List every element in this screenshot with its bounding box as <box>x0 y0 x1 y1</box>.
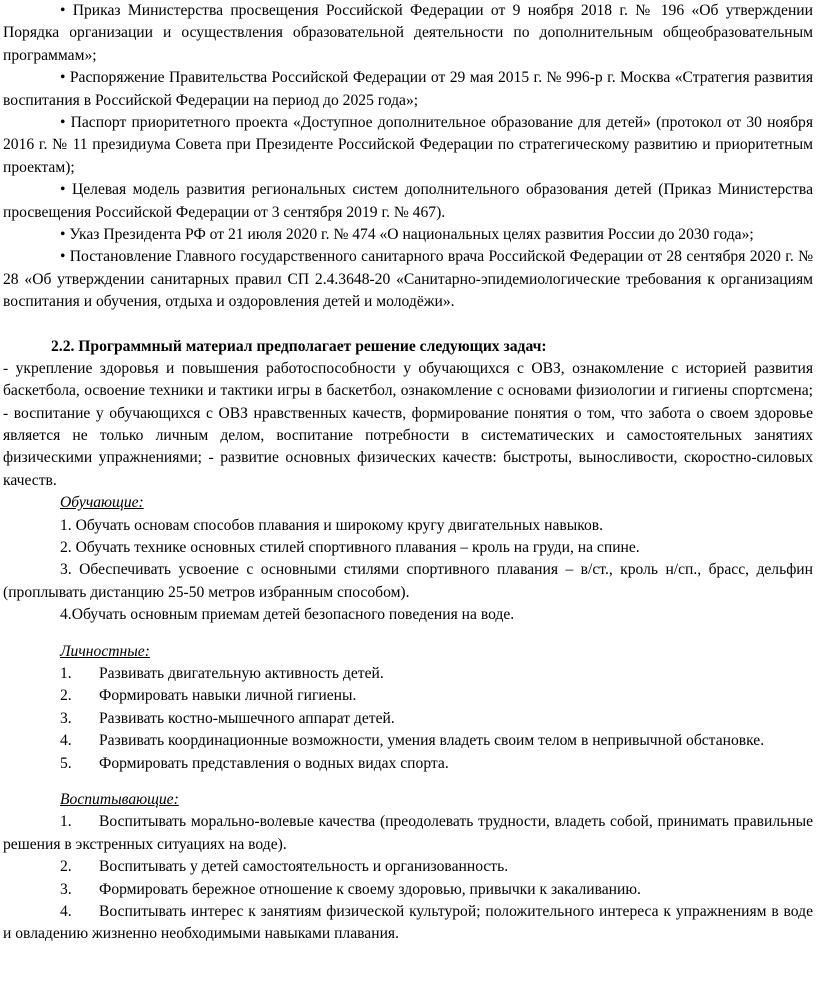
item-text: Развивать костно-мышечного аппарат детей. <box>99 709 395 727</box>
item-number: 4. <box>60 732 72 750</box>
teaching-item: 1. Обучать основам способов плавания и широкому кругу двигательных навыков. <box>60 516 604 534</box>
section-heading: 2.2. Программный материал предполагает решение следующих задач: <box>51 337 547 355</box>
upbringing-item <box>3 901 813 946</box>
personal-title: Личностные: <box>60 642 150 660</box>
item-text: Воспитывать морально-волевые качества (преодолевать трудности, владеть собой, принимать правильные решения в экстренных ситуациях на воде). <box>3 813 813 853</box>
spacer <box>3 775 813 789</box>
personal-item <box>3 708 813 730</box>
upbringing-item <box>3 879 813 901</box>
item-text: Формировать представления о водных видах спорта. <box>99 754 449 772</box>
teaching-title: Обучающие: <box>60 494 144 512</box>
item-number: 4. <box>60 903 72 921</box>
upbringing-title: Воспитывающие: <box>60 791 179 808</box>
upbringing-item <box>3 811 813 856</box>
item-text: Воспитывать интерес к занятиям физической культурой; положительного интереса к упражнениям в воде и овладению жизненно необходимыми навыками плавания. <box>3 903 813 943</box>
upbringing-item <box>3 856 813 878</box>
item-number: 3. <box>60 880 72 898</box>
item-number: 1. <box>60 813 72 831</box>
teaching-item: 4.Обучать основным приемам детей безопасного поведения на воде. <box>60 606 515 624</box>
item-text: Воспитывать у детей самостоятельность и организованность. <box>99 858 509 876</box>
teaching-item: 3. Обеспечивать усвоение с основными стилями спортивного плавания – в/ст., кроль н/сп., брасс, дельфин (проплывать дистанцию 25-50 метров избранным способом). <box>3 561 813 601</box>
item-number: 2. <box>60 687 72 705</box>
item-text: Развивать двигательную активность детей. <box>99 664 384 682</box>
personal-item <box>3 753 813 775</box>
bullet-paragraph: • Указ Президента РФ от 21 июля 2020 г. № 474 «О национальных целях развития России до 2030 года»; <box>60 226 754 244</box>
item-number: 1. <box>60 664 72 682</box>
item-number: 5. <box>60 754 72 772</box>
spacer <box>3 627 813 641</box>
item-text: Формировать навыки личной гигиены. <box>99 687 357 705</box>
personal-item <box>3 730 813 752</box>
bullet-paragraph: • Приказ Министерства просвещения Российской Федерации от 9 ноября 2018 г. № 196 «Об утверждении Порядка организации и осуществления образовательной деятельности по дополнительным общеобразовательным программам»; <box>3 2 813 64</box>
bullet-paragraph: • Постановление Главного государственного санитарного врача Российской Федерации от 28 сентября 2020 г. № 28 «Об утверждении санитарных правил СП 2.4.3648-20 «Санитарно-эпидемиологические требования к организациям воспитания и обучения, отдыха и оздоровления детей и молодёжи». <box>3 248 813 311</box>
personal-item <box>3 663 813 685</box>
bullet-paragraph: • Целевая модель развития региональных систем дополнительного образования детей (Приказ Министерства просвещения Российской Федерации от 3 сентября 2019 г. № 467). <box>3 181 813 221</box>
teaching-item: 2. Обучать технике основных стилей спортивного плавания – кроль на груди, на спине. <box>60 538 640 556</box>
bullet-paragraph: • Распоряжение Правительства Российской Федерации от 29 мая 2015 г. № 996-р г. Москва «Стратегия развития воспитания в Российской Федерации на период до 2025 года»; <box>3 69 813 109</box>
item-number: 3. <box>60 709 72 727</box>
item-number: 2. <box>60 858 72 876</box>
personal-item <box>3 685 813 707</box>
bullet-paragraph: • Паспорт приоритетного проекта «Доступное дополнительное образование для детей» (протокол от 30 ноября 2016 г. № 11 президиума Совета при Президенте Российской Федерации по стратегическому развитию и приоритетным проектам); <box>3 114 813 176</box>
intro-paragraph: - укрепление здоровья и повышения работоспособности у обучающихся с ОВЗ, ознакомление с историей развития баскетбола, освоение техники и тактики игры в баскетбол, ознакомление с основами физиологии и гигиены спортсмена; - воспитание у обучающихся с ОВЗ нравственных качеств, формирование понятия о том, что забота о своем здоровье является не только личным делом, воспитание потребности в систематических и самостоятельных занятиях физическими упражнениями; - развитие основных физических качеств: быстроты, выносливости, скоростно-силовых качеств. <box>3 359 813 489</box>
item-text: Формировать бережное отношение к своему здоровью, привычки к закаливанию. <box>99 880 641 898</box>
spacer <box>3 314 813 336</box>
item-text: Развивать координационные возможности, умения владеть своим телом в непривычной обстановке. <box>99 732 765 750</box>
